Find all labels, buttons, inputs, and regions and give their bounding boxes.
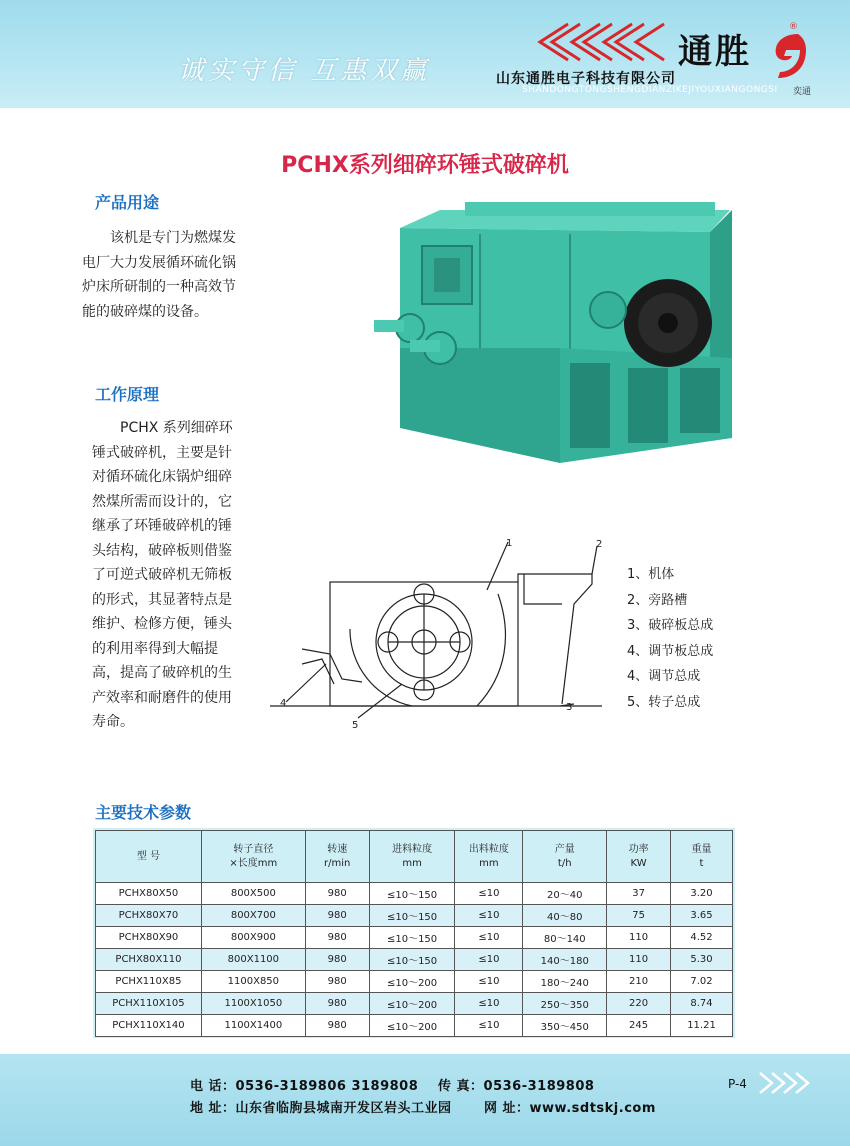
usage-line: 炉床所研制的一种高效节 [82,279,236,295]
col-header: 进料粒度 mm [369,831,455,883]
col-header: 转子直径 ×长度mm [201,831,305,883]
table-cell: ≤10 [455,949,523,971]
crusher-diagram [262,534,617,734]
table-cell: ≤10 [455,883,523,905]
principle-line: 高，提高了破碎机的生 [92,665,232,681]
col-header: 功率 KW [607,831,671,883]
table-cell: 140～180 [523,949,607,971]
legend-item: 3、破碎板总成 [627,618,714,633]
fax-value: 0536-3189808 [483,1079,595,1094]
usage-text [82,226,252,324]
col-header: 型 号 [96,831,202,883]
callout-3: 3 [566,702,573,713]
table-cell: 220 [607,993,671,1015]
col-header: 产量 t/h [523,831,607,883]
crusher-photo [370,198,760,468]
table-cell: ≤10 [455,905,523,927]
col-header: 转速 r/min [305,831,369,883]
web-label: 网 址： [484,1101,530,1116]
company-name-cn: 山东通胜电子科技有限公司 [496,71,676,87]
logo-caption: 奕通 [793,87,812,97]
table-cell: 980 [305,883,369,905]
usage-line: 该机是专门为燃煤发 [110,230,236,246]
table-cell: ≤10～150 [369,883,455,905]
table-cell: 37 [607,883,671,905]
table-cell: 4.52 [671,927,733,949]
table-row [96,949,733,971]
table-cell: 8.74 [671,993,733,1015]
principle-line: 的形式，其显著特点是 [92,591,232,608]
table-cell: 800X900 [201,927,305,949]
table-header-row [96,831,733,883]
table-cell: ≤10 [455,1015,523,1037]
footer-chevron-icon [746,1070,816,1096]
specs-table-container [93,828,735,1038]
table-cell: PCHX110X85 [96,971,202,993]
page-number: P-4 [728,1077,747,1091]
table-cell: PCHX80X70 [96,905,202,927]
footer-website [484,1097,656,1116]
legend-item: 1、机体 [627,567,675,582]
callout-4: 4 [280,698,287,709]
table-row [96,993,733,1015]
table-row [96,1015,733,1037]
principle-line: 了可逆式破碎机无筛板 [92,567,232,583]
legend-item: 5、转子总成 [627,694,701,710]
table-cell: 20～40 [523,883,607,905]
table-cell: 180～240 [523,971,607,993]
table-cell: ≤10～150 [369,949,455,971]
table-cell: ≤10 [455,993,523,1015]
diagram-legend [627,562,713,715]
registered-mark: ® [789,22,798,32]
table-cell: ≤10 [455,927,523,949]
callout-1: 1 [506,538,513,549]
table-cell: 40～80 [523,905,607,927]
table-cell: ≤10～200 [369,971,455,993]
callout-5: 5 [352,720,359,731]
brand-name: 通胜 [678,32,752,72]
table-cell: 800X1100 [201,949,305,971]
table-cell: 1100X1400 [201,1015,305,1037]
table-cell: 800X700 [201,905,305,927]
table-cell: 110 [607,927,671,949]
table-cell: 980 [305,927,369,949]
chevron-decoration-icon [528,20,678,64]
col-header: 重量 t [671,831,733,883]
legend-item: 4、调节板总成 [627,643,714,659]
principle-line: PCHX 系列细碎环 [120,420,233,436]
usage-line: 能的破碎煤的设备。 [82,303,208,320]
principle-line: 的利用率得到大幅提 [92,640,218,657]
table-cell: PCHX80X50 [96,883,202,905]
table-row [96,883,733,905]
phone-value: 0536-3189806 3189808 [235,1079,419,1094]
usage-heading: 产品用途 [95,193,160,212]
principle-heading: 工作原理 [95,385,160,404]
fax-label: 传 真： [438,1079,484,1094]
address-label: 地 址： [190,1101,236,1116]
table-cell: 980 [305,971,369,993]
table-row [96,927,733,949]
table-cell: 110 [607,949,671,971]
specs-table-body [96,883,733,1037]
table-cell: 800X500 [201,883,305,905]
table-cell: 3.20 [671,883,733,905]
table-cell: 11.21 [671,1015,733,1037]
principle-text [92,416,240,735]
principle-line: 继承了环锤破碎机的锤 [92,518,232,534]
table-cell: ≤10 [455,971,523,993]
table-row [96,971,733,993]
table-cell: PCHX110X105 [96,993,202,1015]
table-cell: ≤10～150 [369,905,455,927]
table-cell: ≤10～200 [369,993,455,1015]
principle-line: 对循环硫化床锅炉细碎 [92,469,232,485]
table-cell: 250～350 [523,993,607,1015]
specs-table [95,830,733,1037]
company-logo-icon [768,28,808,80]
address-value: 山东省临朐县城南开发区岩头工业园 [235,1101,452,1116]
principle-line: 然煤所需而设计的，它 [92,493,232,510]
table-cell: 1100X850 [201,971,305,993]
table-cell: 210 [607,971,671,993]
legend-item: 2、旁路槽 [627,592,688,608]
table-cell: 5.30 [671,949,733,971]
table-cell: 75 [607,905,671,927]
table-cell: 980 [305,993,369,1015]
table-cell: 1100X1050 [201,993,305,1015]
principle-line: 维护、检修方便，锤头 [92,616,232,632]
legend-item: 4、调节总成 [627,669,701,684]
table-cell: PCHX110X140 [96,1015,202,1037]
usage-line: 电厂大力发展循环硫化锅 [82,254,236,271]
principle-line: 产效率和耐磨件的使用 [92,689,232,706]
company-name-en: SHANDONGTONGSHENGDIANZIKEJIYOUXIANGONGSI [522,85,778,95]
footer-address [190,1097,452,1116]
table-cell: ≤10～200 [369,1015,455,1037]
slogan: 诚实守信 互惠双赢 [178,56,431,86]
table-cell: 350～450 [523,1015,607,1037]
callout-2: 2 [596,539,603,550]
table-row [96,905,733,927]
table-cell: PCHX80X90 [96,927,202,949]
table-cell: 980 [305,905,369,927]
table-cell: 245 [607,1015,671,1037]
page-title: PCHX系列细碎环锤式破碎机 [281,153,569,178]
table-cell: PCHX80X110 [96,949,202,971]
footer-fax [438,1075,594,1094]
footer-phone [190,1075,418,1094]
specs-heading: 主要技术参数 [95,803,192,822]
phone-label: 电 话： [190,1079,236,1094]
principle-line: 寿命。 [92,714,134,730]
table-cell: 980 [305,1015,369,1037]
table-cell: 980 [305,949,369,971]
web-value[interactable]: www.sdtskj.com [529,1101,656,1116]
principle-line: 锤式破碎机，主要是针 [92,444,232,461]
col-header: 出料粒度 mm [455,831,523,883]
table-cell: 80～140 [523,927,607,949]
table-cell: 3.65 [671,905,733,927]
table-cell: ≤10～150 [369,927,455,949]
principle-line: 头结构，破碎板则借鉴 [92,542,232,559]
table-cell: 7.02 [671,971,733,993]
